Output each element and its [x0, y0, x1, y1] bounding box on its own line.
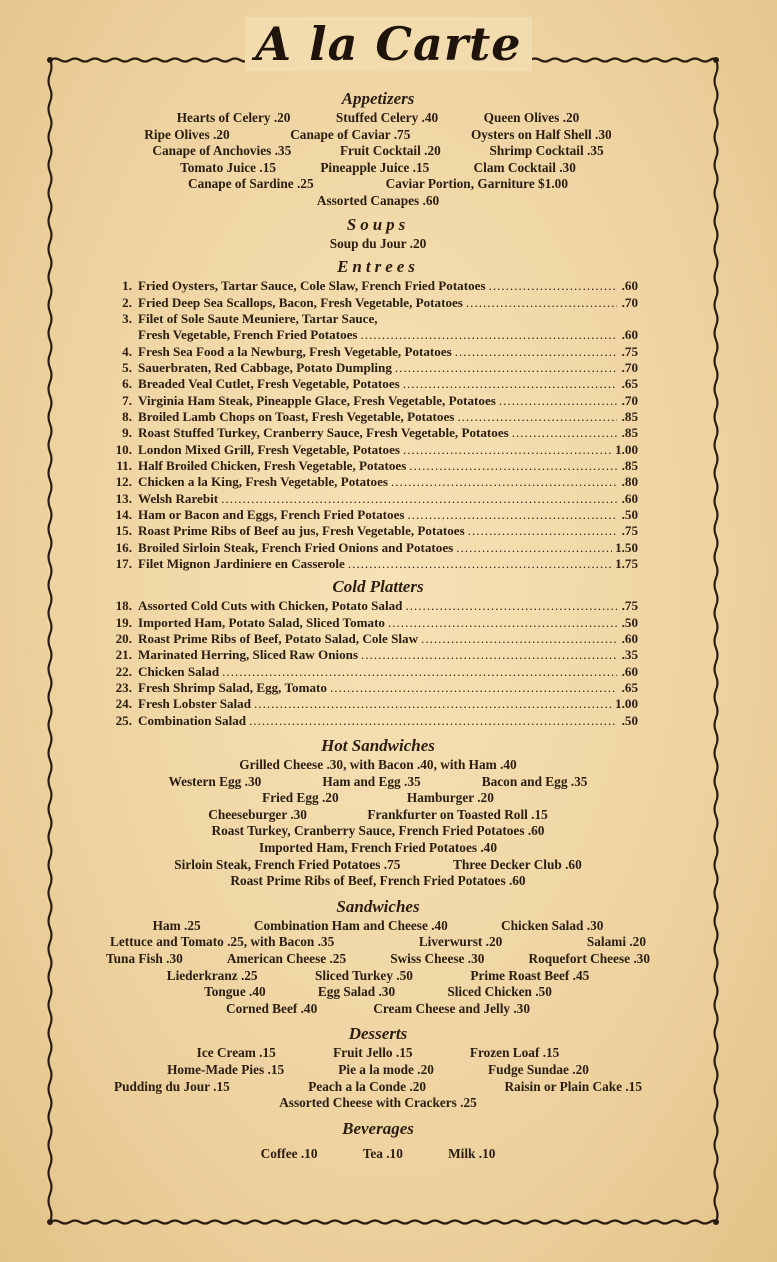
sandwich-item: American Cheese .25 [226, 951, 347, 967]
sandwich-item: Liederkranz .25 [166, 967, 258, 983]
item-price: .85 [621, 425, 638, 441]
menu-item-row [86, 631, 638, 647]
appetizer-item: Caviar Portion, Garniture $1.00 [385, 176, 568, 192]
border-left [49, 60, 52, 1222]
leader-dots [499, 393, 617, 409]
sandwich-item: Liverwurst .20 [418, 934, 503, 950]
menu-item-row [86, 713, 638, 729]
sandwich-row [110, 934, 646, 951]
border-bottom [50, 1221, 716, 1224]
beverage-item: Milk .10 [448, 1145, 496, 1161]
hot-sandwich-item: Ham and Egg .35 [322, 773, 421, 789]
leader-dots [456, 540, 612, 556]
item-description: Fresh Sea Food a la Newburg, Fresh Vegetable, Potatoes [138, 343, 452, 359]
leader-dots [409, 458, 617, 474]
sandwich-item: Swiss Cheese .30 [390, 951, 485, 967]
item-number: 9. [122, 425, 132, 441]
item-description: Welsh Rarebit [138, 490, 219, 506]
item-description: Broiled Sirloin Steak, French Fried Onions and Potatoes [138, 539, 454, 555]
item-price: .50 [621, 614, 638, 630]
item-description: Roast Prime Ribs of Beef au jus, Fresh Vegetable, Potatoes [138, 523, 465, 539]
menu-item-row [86, 360, 638, 376]
item-price: .60 [621, 327, 638, 343]
item-price: .35 [621, 647, 638, 663]
item-description: Breaded Veal Cutlet, Fresh Vegetable, Potatoes [138, 376, 400, 392]
sandwich-item: Tuna Fish .30 [106, 951, 183, 967]
hot-sandwich-row [148, 857, 608, 874]
item-description: Broiled Lamb Chops on Toast, Fresh Vegetable, Potatoes [138, 408, 455, 424]
appetizer-item: Canape of Caviar .75 [290, 126, 411, 142]
item-description: Half Broiled Chicken, Fresh Vegetable, Potatoes [138, 457, 407, 473]
item-price: .60 [621, 278, 638, 294]
appetizer-item: Fruit Cocktail .20 [339, 143, 441, 159]
item-description: Fried Deep Sea Scallops, Bacon, Fresh Vegetable, Potatoes [138, 294, 463, 310]
sandwich-item: Lettuce and Tomato .25, with Bacon .35 [110, 934, 335, 950]
sandwich-item: Combination Ham and Cheese .40 [253, 917, 448, 933]
sandwich-item: Tongue .40 [204, 984, 266, 1000]
dessert-row [140, 1062, 616, 1079]
leader-dots [361, 327, 617, 343]
leader-dots [466, 295, 617, 311]
appetizer-item: Stuffed Celery .40 [335, 110, 439, 125]
sandwich-row [198, 1001, 558, 1018]
section-heading-cold-platters: Cold Platters [332, 577, 424, 597]
item-description: Imported Ham, Potato Salad, Sliced Tomato [138, 614, 385, 630]
item-number: 20. [115, 631, 132, 647]
menu-item-row [86, 647, 638, 663]
item-number: 13. [115, 490, 132, 506]
leader-dots [468, 523, 617, 539]
dessert-item: Fudge Sundae .20 [488, 1062, 589, 1077]
sandwich-item: Cream Cheese and Jelly .30 [373, 1000, 530, 1016]
hot-sandwich-item: Roast Prime Ribs of Beef, French Fried Potatoes .60 [230, 873, 526, 889]
appetizer-item: Canape of Anchovies .35 [152, 143, 292, 159]
menu-item-row [86, 376, 638, 392]
sandwich-item: Prime Roast Beef .45 [470, 967, 590, 983]
item-description: Chicken a la King, Fresh Vegetable, Potatoes [138, 474, 388, 490]
appetizer-item: Ripe Olives .20 [144, 126, 230, 142]
appetizer-item: Pineapple Juice .15 [320, 159, 430, 175]
item-description: Combination Salad [138, 712, 247, 728]
menu-item-row [86, 295, 638, 311]
item-number: 21. [115, 647, 132, 663]
section-heading-hot-sandwiches: Hot Sandwiches [321, 736, 435, 756]
corner-ornament [47, 1219, 53, 1225]
item-price: 1.50 [615, 539, 638, 555]
leader-dots [254, 696, 612, 712]
item-price: .65 [621, 376, 638, 392]
menu-item-row [86, 327, 638, 343]
sandwich-item: Egg Salad .30 [317, 984, 396, 1000]
sandwich-item: Sliced Turkey .50 [315, 967, 413, 983]
leader-dots [361, 647, 617, 663]
item-number: 24. [115, 696, 132, 712]
sandwich-row [126, 918, 630, 935]
item-price: .85 [621, 457, 638, 473]
dessert-row [168, 1045, 588, 1062]
item-description: Virginia Ham Steak, Pineapple Glace, Fresh Vegetable, Potatoes [138, 392, 496, 408]
appetizer-item: Clam Cocktail .30 [473, 159, 576, 175]
item-price: .50 [621, 506, 638, 522]
leader-dots [403, 376, 617, 392]
menu-item-row [86, 425, 638, 441]
item-price: .70 [621, 359, 638, 375]
item-price: 1.00 [615, 696, 638, 712]
appetizers-list [118, 110, 638, 210]
sandwich-row [106, 951, 650, 968]
item-description: Filet Mignon Jardiniere en Casserole [138, 556, 345, 571]
hot-sandwich-item: Bacon and Egg .35 [481, 773, 588, 789]
hot-sandwiches-list [118, 757, 638, 890]
item-description: Sauerbraten, Red Cabbage, Potato Dumpling [138, 359, 392, 375]
hot-sandwich-item: Imported Ham, French Fried Potatoes .40 [259, 840, 497, 856]
soup-item: Soup du Jour .20 [329, 235, 427, 251]
item-price: .65 [621, 680, 638, 696]
sandwich-row [138, 968, 618, 985]
item-number: 23. [115, 680, 132, 696]
leader-dots [221, 491, 617, 507]
leader-dots [405, 598, 617, 614]
sandwiches-list [106, 917, 650, 1018]
entrees-list [86, 278, 638, 572]
hot-sandwich-item: Fried Egg .20 [262, 790, 339, 806]
beverage-item: Coffee .10 [260, 1145, 318, 1161]
section-heading-soups: Soups [346, 214, 410, 234]
hot-sandwich-item: Western Egg .30 [168, 773, 262, 789]
item-number: 6. [122, 376, 132, 392]
menu-item-row [86, 664, 638, 680]
dessert-item: Home-Made Pies .15 [167, 1062, 285, 1077]
appetizer-item: Assorted Canapes .60 [316, 192, 440, 208]
menu-item-row [86, 409, 638, 425]
appetizer-item: Oysters on Half Shell .30 [470, 126, 612, 142]
item-number: 18. [115, 598, 132, 614]
sandwich-row [178, 984, 578, 1001]
leader-dots [489, 278, 617, 294]
sandwich-item: Sliced Chicken .50 [447, 984, 552, 1000]
item-number: 14. [115, 506, 132, 522]
item-price: .70 [621, 392, 638, 408]
menu-item-row [86, 523, 638, 539]
hot-sandwich-row [228, 790, 528, 807]
dessert-item: Pie a la mode .20 [338, 1062, 434, 1077]
leader-dots [330, 680, 617, 696]
item-number: 2. [122, 294, 132, 310]
appetizer-item: Queen Olives .20 [483, 110, 580, 125]
dessert-item: Frozen Loaf .15 [469, 1045, 560, 1061]
appetizer-row [158, 160, 598, 177]
section-heading-desserts: Desserts [348, 1024, 408, 1044]
item-number: 25. [115, 712, 132, 728]
beverage-item: Tea .10 [362, 1145, 403, 1161]
leader-dots [388, 615, 617, 631]
leader-dots [348, 556, 612, 572]
item-price: .60 [621, 490, 638, 506]
item-price: .75 [621, 523, 638, 539]
item-number: 17. [115, 556, 132, 571]
appetizer-item: Hearts of Celery .20 [176, 110, 291, 125]
item-description: Fresh Vegetable, French Fried Potatoes [138, 327, 358, 343]
item-price: 1.00 [615, 441, 638, 457]
item-price: .85 [621, 408, 638, 424]
item-price: .50 [621, 712, 638, 728]
sandwich-item: Salami .20 [586, 934, 646, 950]
section-heading-entrees: Entrees [337, 257, 419, 277]
leader-dots [403, 442, 612, 458]
dessert-item: Assorted Cheese with Crackers .25 [279, 1095, 477, 1111]
leader-dots [222, 664, 617, 680]
dessert-item: Ice Cream .15 [196, 1045, 276, 1061]
menu-title [0, 12, 777, 76]
item-price: .75 [621, 598, 638, 614]
menu-item-row [86, 540, 638, 556]
appetizer-item: Shrimp Cocktail .35 [489, 143, 604, 159]
item-number: 16. [115, 539, 132, 555]
item-number: 22. [115, 663, 132, 679]
item-price: .60 [621, 663, 638, 679]
hot-sandwich-row [138, 774, 618, 791]
item-description: Marinated Herring, Sliced Raw Onions [138, 647, 359, 663]
item-description: Ham or Bacon and Eggs, French Fried Potatoes [138, 506, 405, 522]
hot-sandwich-item: Sirloin Steak, French Fried Potatoes .75 [174, 856, 401, 872]
item-description: London Mixed Grill, Fresh Vegetable, Potatoes [138, 441, 400, 457]
item-description: Assorted Cold Cuts with Chicken, Potato Salad [138, 598, 403, 614]
item-description: Roast Stuffed Turkey, Cranberry Sauce, Fresh Vegetable, Potatoes [138, 425, 509, 441]
sandwich-item: Chicken Salad .30 [501, 917, 604, 933]
hot-sandwich-item: Roast Turkey, Cranberry Sauce, French Fried Potatoes .60 [211, 823, 545, 839]
hot-sandwich-item: Three Decker Club .60 [452, 856, 582, 872]
menu-item-row [86, 615, 638, 631]
sandwich-item: Ham .25 [152, 917, 201, 933]
section-heading-sandwiches: Sandwiches [336, 896, 420, 916]
menu-item-row [86, 278, 638, 294]
sandwich-item: Roquefort Cheese .30 [528, 951, 650, 967]
menu-item-row [86, 556, 638, 572]
section-heading-appetizers: Appetizers [341, 89, 415, 108]
menu-title-text: A la Carte [245, 17, 531, 71]
item-price: .60 [621, 631, 638, 647]
section-heading-beverages: Beverages [342, 1118, 414, 1138]
item-price: 1.75 [615, 556, 638, 571]
item-number: 11. [116, 457, 132, 473]
leader-dots [249, 713, 617, 729]
appetizer-item: Canape of Sardine .25 [188, 176, 314, 192]
item-number: 15. [115, 523, 132, 539]
item-description: Roast Prime Ribs of Beef, Potato Salad, Cole Slaw [138, 631, 419, 647]
menu-item-row [86, 598, 638, 614]
item-number: 3. [122, 310, 132, 326]
menu-item-row [86, 442, 638, 458]
leader-dots [421, 631, 617, 647]
item-price: .75 [621, 343, 638, 359]
menu-item-row [86, 696, 638, 712]
dessert-row [114, 1079, 642, 1096]
item-number: 5. [122, 359, 132, 375]
item-price: .70 [621, 294, 638, 310]
cold-platters-list [86, 598, 638, 729]
menu-item-row [86, 458, 638, 474]
appetizer-row [114, 127, 642, 144]
item-description: Fried Oysters, Tartar Sauce, Cole Slaw, French Fried Potatoes [138, 278, 486, 294]
dessert-item: Pudding du Jour .15 [114, 1078, 230, 1094]
hot-sandwich-item: Frankfurter on Toasted Roll .15 [367, 806, 548, 822]
item-description: Fresh Lobster Salad [138, 696, 252, 712]
leader-dots [455, 344, 617, 360]
item-number: 7. [122, 392, 132, 408]
item-number: 4. [122, 343, 132, 359]
dessert-item: Peach a la Conde .20 [308, 1078, 427, 1094]
appetizer-row [152, 176, 604, 193]
menu-item-row [86, 393, 638, 409]
dessert-item: Raisin or Plain Cake .15 [504, 1078, 642, 1094]
appetizer-item: Tomato Juice .15 [180, 159, 277, 175]
leader-dots [395, 360, 617, 376]
hot-sandwich-item: Cheeseburger .30 [208, 806, 307, 822]
desserts-list [114, 1045, 642, 1111]
item-number: 8. [122, 408, 132, 424]
item-number: 12. [115, 474, 132, 490]
item-number: 10. [115, 441, 132, 457]
leader-dots [407, 507, 617, 523]
appetizer-row [128, 143, 628, 160]
leader-dots [512, 425, 617, 441]
menu-item-row [86, 344, 638, 360]
beverage-row [238, 1146, 518, 1163]
hot-sandwich-row [178, 807, 578, 824]
menu-item-row [86, 507, 638, 523]
item-number: 19. [115, 614, 132, 630]
sandwich-item: Corned Beef .40 [226, 1000, 318, 1016]
leader-dots [457, 409, 617, 425]
hot-sandwich-item: Grilled Cheese .30, with Bacon .40, with Ham .40 [239, 757, 517, 773]
item-description: Fresh Shrimp Salad, Egg, Tomato [138, 680, 327, 696]
menu-item-row [86, 311, 638, 327]
border-right [715, 60, 718, 1222]
item-description: Filet of Sole Saute Meuniere, Tartar Sauce, [138, 310, 378, 326]
hot-sandwich-item: Hamburger .20 [406, 790, 494, 806]
menu-item-row [86, 474, 638, 490]
dessert-item: Fruit Jello .15 [333, 1045, 413, 1061]
corner-ornament [713, 1219, 719, 1225]
appetizer-row [154, 110, 602, 127]
item-price: .80 [621, 474, 638, 490]
menu-content [106, 88, 650, 1162]
item-number: 1. [122, 278, 132, 294]
leader-dots [391, 474, 617, 490]
item-description: Chicken Salad [138, 663, 220, 679]
menu-item-row [86, 680, 638, 696]
menu-item-row [86, 491, 638, 507]
